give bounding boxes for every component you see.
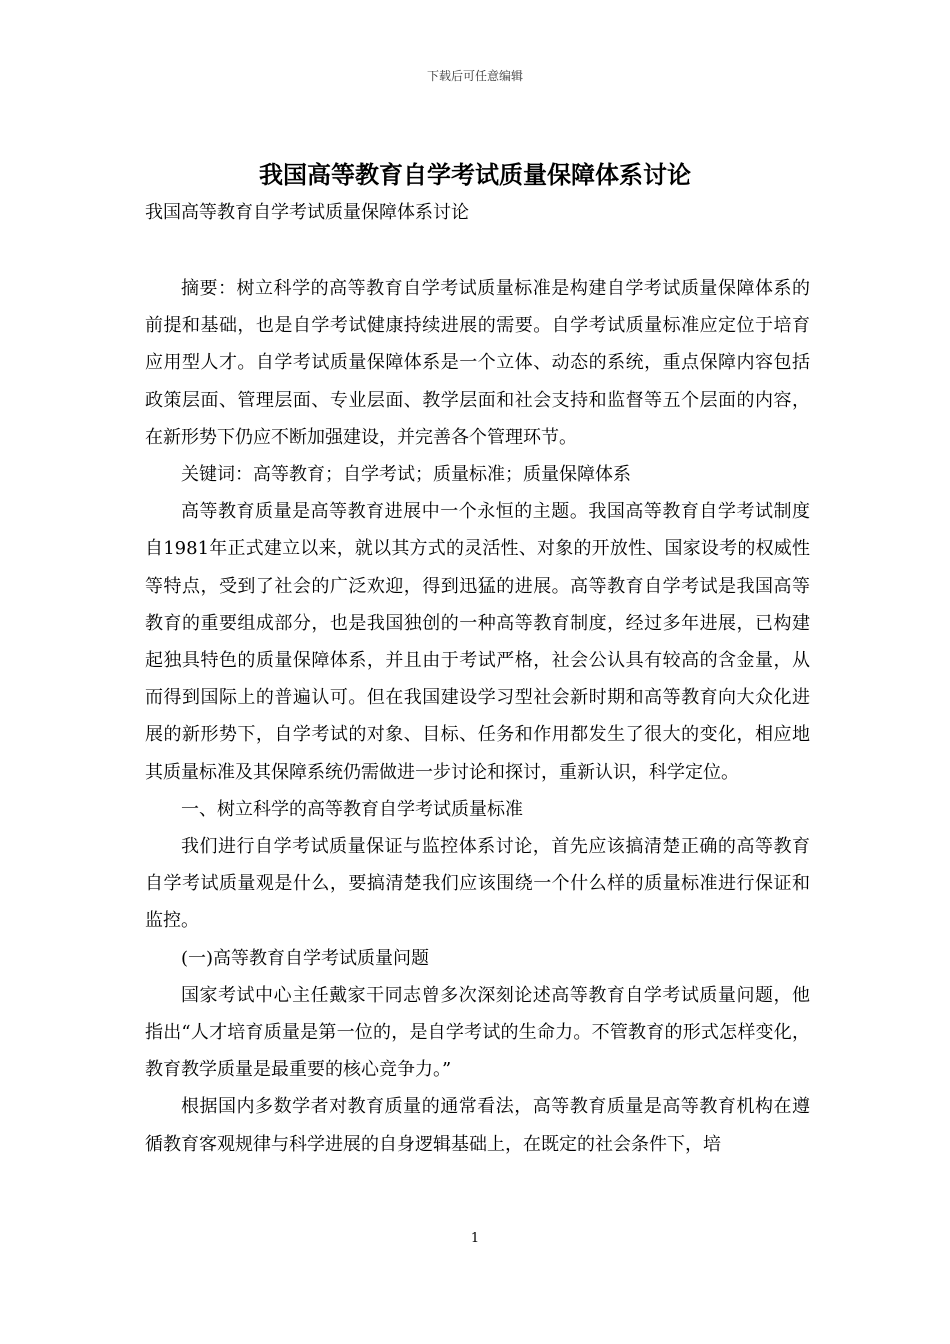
body-paragraph: 我们进行自学考试质量保证与监控体系讨论，首先应该搞清楚正确的高等教育自学考试质量观是什么，要搞清楚我们应该围绕一个什么样的质量标准进行保证和监控。: [145, 836, 810, 932]
document-body: [145, 270, 810, 1163]
page-number: 1: [470, 1231, 480, 1246]
intro-paragraph: 高等教育质量是高等教育进展中一个永恒的主题。我国高等教育自学考试制度自1981年正式建立以来，就以其方式的灵活性、对象的开放性、国家设考的权威性等特点，受到了社会的广泛欢迎，得到迅猛的进展。高等教育自学考试是我国高等教育的重要组成部分，也是我国独创的一种高等教育制度，经过多年进展，已构建起独具特色的质量保障体系，并且由于考试严格，社会公认具有较高的含金量，从而得到国际上的普遍认可。但在我国建设学习型社会新时期和高等教育向大众化进展的新形势下，自学考试的对象、目标、任务和作用都发生了很大的变化，相应地其质量标准及其保障系统仍需做进一步讨论和探讨，重新认识，科学定位。: [145, 501, 810, 783]
keywords-paragraph: 关键词：高等教育；自学考试；质量标准；质量保障体系: [181, 464, 631, 486]
document-title: 我国高等教育自学考试质量保障体系讨论: [259, 161, 691, 189]
document-subtitle: 我国高等教育自学考试质量保障体系讨论: [145, 202, 469, 223]
body-paragraph: 国家考试中心主任戴家干同志曾多次深刻论述高等教育自学考试质量问题，他指出“人才培育质量是第一位的，是自学考试的生命力。不管教育的形式怎样变化，教育教学质量是最重要的核心竞争力。”: [145, 984, 810, 1081]
body-paragraph: 根据国内多数学者对教育质量的通常看法，高等教育质量是高等教育机构在遵循教育客观规律与科学进展的自身逻辑基础上，在既定的社会条件下，培: [145, 1096, 810, 1155]
section-heading-1: 一、树立科学的高等教育自学考试质量标准: [181, 798, 523, 820]
page-header-note: 下载后可任意编辑: [426, 69, 523, 83]
abstract-paragraph: 摘要：树立科学的高等教育自学考试质量标准是构建自学考试质量保障体系的前提和基础，也是自学考试健康持续进展的需要。自学考试质量标准应定位于培育应用型人才。自学考试质量保障体系是一个立体、动态的系统，重点保障内容包括政策层面、管理层面、专业层面、教学层面和社会支持和监督等五个层面的内容，在新形势下仍应不断加强建设，并完善各个管理环节。: [145, 278, 810, 448]
subsection-heading-1: (一)高等教育自学考试质量问题: [181, 947, 430, 969]
